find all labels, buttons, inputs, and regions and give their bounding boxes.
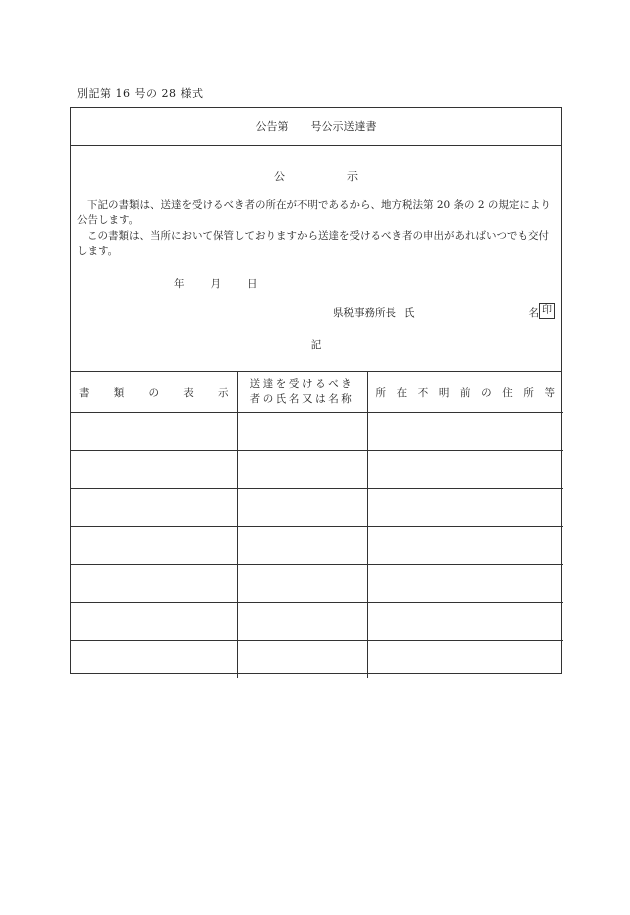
- signer-honorific: 氏: [404, 307, 415, 319]
- cell-document[interactable]: [71, 413, 237, 451]
- cell-address[interactable]: [367, 565, 563, 603]
- cell-document[interactable]: [71, 451, 237, 489]
- date-line: [148, 276, 258, 291]
- cell-recipient[interactable]: [237, 489, 367, 527]
- table-row: [71, 565, 563, 603]
- cell-document[interactable]: [71, 489, 237, 527]
- date-month: 月: [210, 278, 221, 290]
- table-row: [71, 603, 563, 641]
- document-title: 公告第 号公示送達書: [255, 120, 377, 133]
- cell-address[interactable]: [367, 603, 563, 641]
- document-title-row: [71, 108, 561, 146]
- office-title: 県税事務所長: [333, 307, 396, 319]
- table-row: [71, 641, 563, 679]
- cell-recipient[interactable]: [237, 641, 367, 679]
- cell-recipient[interactable]: [237, 413, 367, 451]
- form-number: 別記第 16 号の 28 様式: [77, 87, 204, 100]
- cell-recipient[interactable]: [237, 451, 367, 489]
- date-year: 年: [174, 278, 185, 290]
- cell-address[interactable]: [367, 489, 563, 527]
- cell-recipient[interactable]: [237, 603, 367, 641]
- notice-section: [71, 146, 561, 372]
- seal-box: 印: [539, 303, 555, 319]
- table-row: [71, 489, 563, 527]
- cell-recipient[interactable]: [237, 527, 367, 565]
- cell-recipient[interactable]: [237, 565, 367, 603]
- signer-name-label: 名: [528, 307, 539, 319]
- notice-heading-char-2: 示: [347, 170, 358, 183]
- cell-document[interactable]: [71, 641, 237, 679]
- cell-address[interactable]: [367, 641, 563, 679]
- document-table: [71, 372, 563, 678]
- table-row: [71, 451, 563, 489]
- cell-address[interactable]: [367, 451, 563, 489]
- date-day: 日: [247, 278, 258, 290]
- cell-document[interactable]: [71, 603, 237, 641]
- header-document-description: 書 類 の 表 示: [71, 372, 237, 413]
- cell-document[interactable]: [71, 527, 237, 565]
- notice-paragraph-2: この書類は、当所において保管しておりますから送達を受けるべき者の申出があればいつでも交付します。: [77, 230, 549, 257]
- ki-label: 記: [310, 339, 322, 351]
- cell-address[interactable]: [367, 527, 563, 565]
- header-recipient-name: 送達を受けるべき 者の氏名又は名称: [237, 372, 367, 413]
- table-row: [71, 527, 563, 565]
- cell-address[interactable]: [367, 413, 563, 451]
- table-header-row: [71, 372, 563, 413]
- notice-paragraph-1: 下記の書類は、送達を受けるべき者の所在が不明であるから、地方税法第 20 条の 2 の規定により公告します。: [77, 199, 551, 226]
- header-last-known-address: 所 在 不 明 前 の 住 所 等: [367, 372, 563, 413]
- notice-heading-char-1: 公: [274, 170, 285, 183]
- cell-document[interactable]: [71, 565, 237, 603]
- signer-line: [333, 305, 555, 320]
- notice-heading: [71, 168, 561, 184]
- table-row: [71, 413, 563, 451]
- public-notice-form: [70, 107, 562, 674]
